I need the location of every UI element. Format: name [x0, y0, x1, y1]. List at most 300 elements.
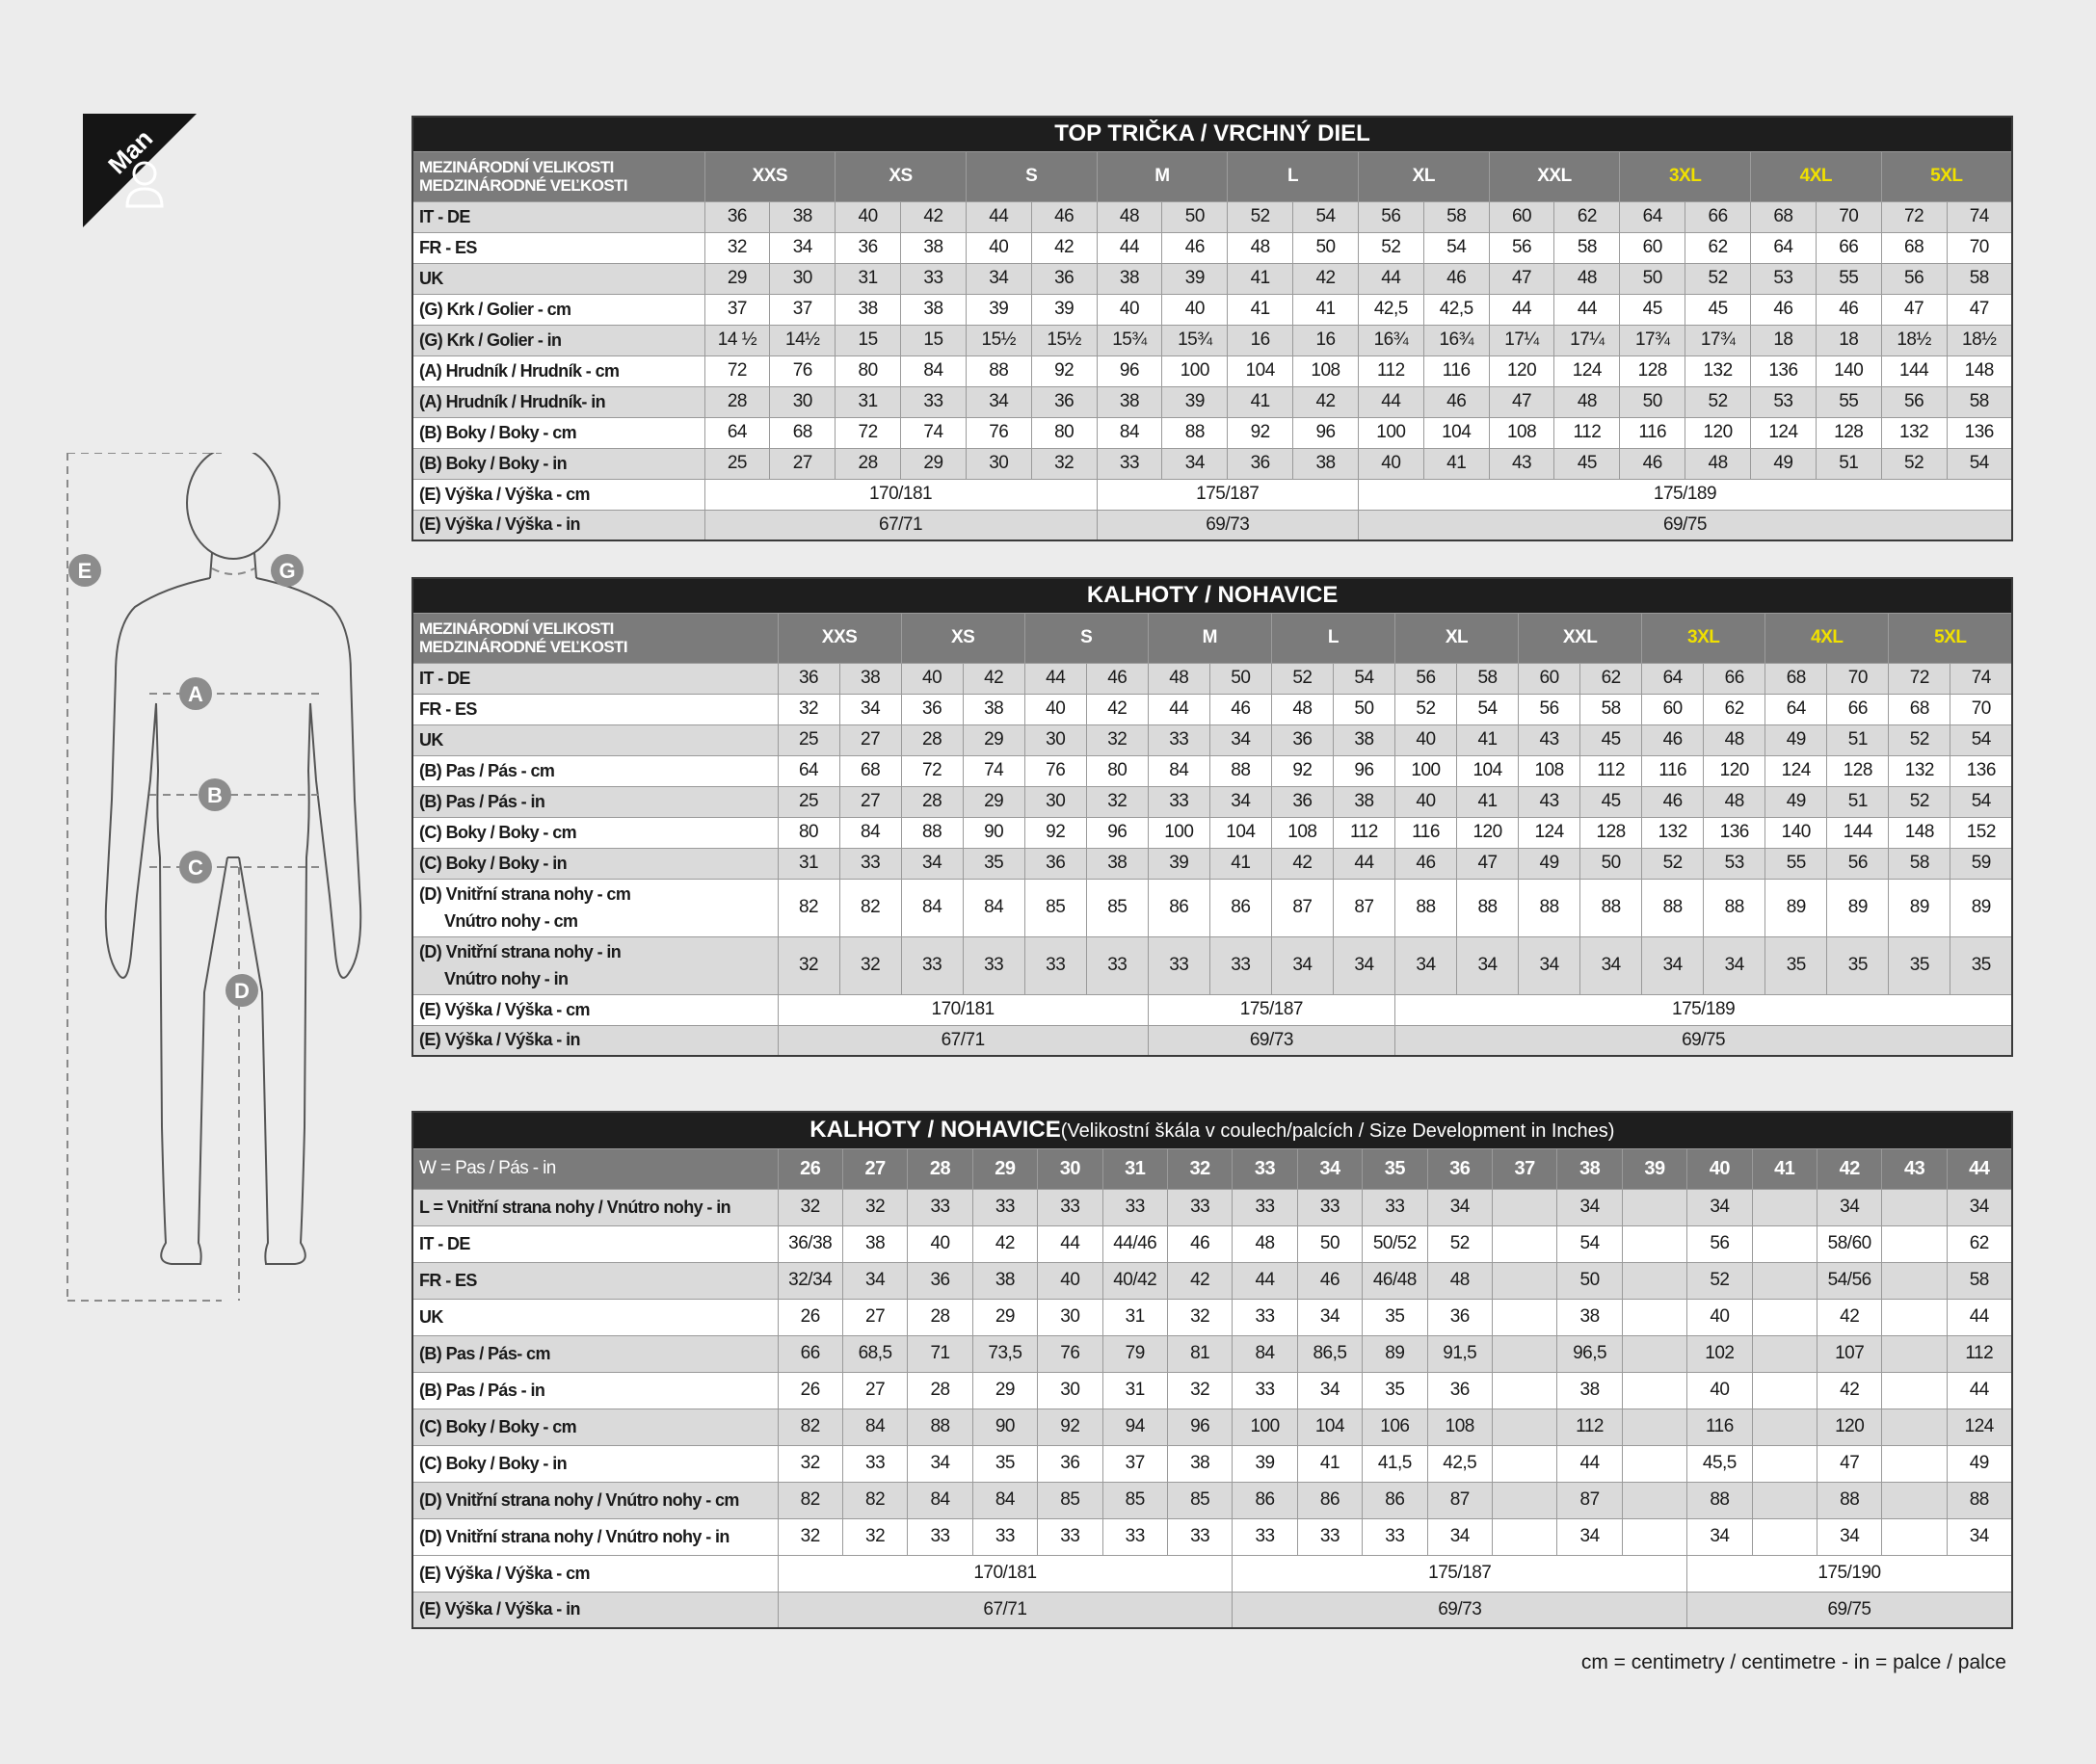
size-value: 38 [836, 294, 901, 325]
size-value [1882, 1482, 1947, 1518]
size-value: 34 [1947, 1518, 2011, 1555]
size-value: 76 [966, 417, 1031, 448]
size-value: 31 [778, 848, 839, 879]
size-value: 42 [1817, 1299, 1882, 1335]
size-value: 44 [1557, 1445, 1622, 1482]
header-label-line: MEDZINÁRODNÉ VEĽKOSTI [419, 638, 627, 656]
size-value: 85 [1086, 879, 1148, 936]
size-value: 52 [1889, 786, 1950, 817]
size-value: 53 [1751, 386, 1817, 417]
size-value: 33 [1102, 1518, 1167, 1555]
size-value: 33 [1233, 1189, 1297, 1225]
size-value: 35 [1363, 1299, 1427, 1335]
size-value: 35 [1950, 936, 2012, 994]
size-value: 26 [778, 1372, 842, 1409]
size-value: 33 [1167, 1518, 1232, 1555]
size-value: 86 [1297, 1482, 1362, 1518]
header-label-line: MEDZINÁRODNÉ VEĽKOSTI [419, 176, 627, 195]
height-group-value: 175/187 [1148, 994, 1394, 1025]
size-value: 116 [1642, 755, 1704, 786]
size-value: 51 [1827, 786, 1889, 817]
size-value: 46 [1086, 663, 1148, 694]
size-value: 89 [1889, 879, 1950, 936]
size-value: 124 [1765, 755, 1827, 786]
size-value: 152 [1950, 817, 2012, 848]
size-value: 84 [1148, 755, 1209, 786]
size-value: 100 [1358, 417, 1423, 448]
size-value: 46 [1816, 294, 1881, 325]
size-value: 30 [1038, 1299, 1102, 1335]
size-value [1752, 1335, 1817, 1372]
size-header: M [1148, 613, 1271, 663]
size-value: 38 [1333, 786, 1394, 817]
waist-size-header: 39 [1622, 1148, 1686, 1189]
size-value [1492, 1225, 1556, 1262]
size-value: 34 [1519, 936, 1580, 994]
size-value: 44 [1358, 386, 1423, 417]
size-value: 31 [1102, 1299, 1167, 1335]
size-value: 46 [1620, 448, 1685, 479]
table-title-row [412, 578, 2012, 613]
size-value: 85 [1038, 1482, 1102, 1518]
size-value: 42,5 [1358, 294, 1423, 325]
size-value: 18 [1816, 325, 1881, 355]
size-value [1492, 1335, 1556, 1372]
size-value: 86 [1209, 879, 1271, 936]
size-value: 36 [1024, 848, 1086, 879]
size-value: 88 [908, 1409, 972, 1445]
size-value: 29 [963, 724, 1024, 755]
size-value: 36 [778, 663, 839, 694]
size-value: 25 [778, 786, 839, 817]
row-label: (G) Krk / Golier - in [412, 325, 704, 355]
size-value: 36 [836, 232, 901, 263]
size-value [1492, 1262, 1556, 1299]
size-value: 48 [1427, 1262, 1492, 1299]
size-value: 46 [1209, 694, 1271, 724]
table-row [412, 201, 2012, 232]
size-value: 34 [1557, 1518, 1622, 1555]
table-row [412, 1025, 2012, 1056]
size-value: 33 [1233, 1372, 1297, 1409]
size-value: 46 [1423, 263, 1489, 294]
size-value: 54 [1457, 694, 1519, 724]
size-value: 29 [963, 786, 1024, 817]
size-value: 33 [908, 1518, 972, 1555]
size-value: 33 [908, 1189, 972, 1225]
size-value: 84 [972, 1482, 1037, 1518]
size-value: 86 [1363, 1482, 1427, 1518]
size-value: 28 [704, 386, 770, 417]
row-label: UK [412, 724, 778, 755]
size-value: 84 [842, 1409, 907, 1445]
table-title-text: KALHOTY / NOHAVICE [809, 1117, 1061, 1144]
row-label: (E) Výška / Výška - in [412, 1592, 778, 1628]
size-value: 28 [836, 448, 901, 479]
table-row [412, 479, 2012, 510]
size-value: 72 [1889, 663, 1950, 694]
size-value: 74 [1947, 201, 2012, 232]
row-label: FR - ES [412, 232, 704, 263]
size-header: XS [901, 613, 1024, 663]
size-value: 92 [1038, 1409, 1102, 1445]
size-value: 58 [1457, 663, 1519, 694]
size-value: 41 [1423, 448, 1489, 479]
size-value [1752, 1445, 1817, 1482]
height-group-value: 69/75 [1687, 1592, 2012, 1628]
size-value: 100 [1162, 355, 1228, 386]
size-value [1752, 1409, 1817, 1445]
size-value: 87 [1271, 879, 1333, 936]
size-value: 33 [1148, 936, 1209, 994]
size-value: 42 [1293, 386, 1359, 417]
size-value: 108 [1293, 355, 1359, 386]
size-value: 52 [1271, 663, 1333, 694]
size-value: 17¾ [1620, 325, 1685, 355]
row-label: FR - ES [412, 1262, 778, 1299]
table-row [412, 1445, 2012, 1482]
size-value: 116 [1620, 417, 1685, 448]
table-row [412, 694, 2012, 724]
size-value: 36 [908, 1262, 972, 1299]
size-value: 54 [1557, 1225, 1622, 1262]
size-value: 74 [963, 755, 1024, 786]
size-header: M [1097, 151, 1228, 201]
table-row [412, 1482, 2012, 1518]
size-value: 43 [1489, 448, 1554, 479]
size-value: 34 [966, 263, 1031, 294]
size-value: 38 [901, 232, 967, 263]
height-group-value: 69/73 [1097, 510, 1358, 540]
size-value: 120 [1489, 355, 1554, 386]
size-value: 34 [1457, 936, 1519, 994]
size-value: 51 [1827, 724, 1889, 755]
size-value: 104 [1228, 355, 1293, 386]
size-value: 34 [1271, 936, 1333, 994]
size-value: 104 [1209, 817, 1271, 848]
marker-b-label: B [207, 783, 223, 807]
row-label: L = Vnitřní strana nohy / Vnútro nohy - in [412, 1189, 778, 1225]
size-value: 32 [778, 1189, 842, 1225]
row-label: (C) Boky / Boky - in [412, 1445, 778, 1482]
size-value: 50/52 [1363, 1225, 1427, 1262]
size-value: 46 [1642, 724, 1704, 755]
size-value: 140 [1816, 355, 1881, 386]
size-value: 47 [1489, 386, 1554, 417]
size-value: 47 [1947, 294, 2012, 325]
size-value: 32 [1167, 1372, 1232, 1409]
size-value: 96 [1097, 355, 1162, 386]
size-value [1882, 1299, 1947, 1335]
table-row [412, 1592, 2012, 1628]
size-value [1622, 1299, 1686, 1335]
table-row [412, 663, 2012, 694]
size-value: 112 [1557, 1409, 1622, 1445]
size-header: XL [1358, 151, 1489, 201]
marker-d-label: D [234, 979, 250, 1003]
top-size-table [411, 116, 2013, 541]
row-label-line: (D) Vnitřní strana nohy - cm [419, 884, 631, 904]
size-value: 88 [1394, 879, 1456, 936]
height-group-value: 67/71 [704, 510, 1097, 540]
size-value: 87 [1333, 879, 1394, 936]
size-value: 27 [842, 1372, 907, 1409]
height-group-value: 175/190 [1687, 1555, 2012, 1592]
size-value: 128 [1816, 417, 1881, 448]
size-value: 33 [963, 936, 1024, 994]
size-value: 53 [1751, 263, 1817, 294]
size-value: 52 [1889, 724, 1950, 755]
size-value: 40 [1358, 448, 1423, 479]
size-value: 120 [1457, 817, 1519, 848]
size-value [1752, 1189, 1817, 1225]
table-row [412, 1262, 2012, 1299]
size-value: 56 [1881, 386, 1947, 417]
size-value: 56 [1881, 263, 1947, 294]
size-value: 38 [1557, 1372, 1622, 1409]
size-value: 50 [1557, 1262, 1622, 1299]
marker-a-label: A [188, 682, 203, 706]
size-value: 33 [1148, 724, 1209, 755]
size-value: 112 [1358, 355, 1423, 386]
size-value: 38 [1097, 386, 1162, 417]
size-value: 56 [1519, 694, 1580, 724]
size-value: 124 [1947, 1409, 2011, 1445]
height-group-value: 175/189 [1358, 479, 2012, 510]
row-label: (E) Výška / Výška - in [412, 1025, 778, 1056]
size-value: 88 [901, 817, 963, 848]
size-value: 52 [1685, 263, 1751, 294]
size-value: 88 [1704, 879, 1765, 936]
size-value: 42 [901, 201, 967, 232]
size-value: 84 [908, 1482, 972, 1518]
size-value: 44 [1024, 663, 1086, 694]
row-label: (B) Boky / Boky - cm [412, 417, 704, 448]
size-value: 18½ [1881, 325, 1947, 355]
table-row [412, 1555, 2012, 1592]
size-value: 82 [778, 1409, 842, 1445]
body-measurement-figure [58, 453, 385, 1310]
size-value: 66 [1704, 663, 1765, 694]
size-value: 124 [1519, 817, 1580, 848]
size-value: 50 [1333, 694, 1394, 724]
marker-c-label: C [188, 856, 203, 880]
size-value: 62 [1947, 1225, 2011, 1262]
size-value: 38 [1167, 1445, 1232, 1482]
size-value: 17¼ [1554, 325, 1620, 355]
size-value: 48 [1554, 386, 1620, 417]
size-value [1882, 1189, 1947, 1225]
size-value: 72 [836, 417, 901, 448]
size-value: 68 [1889, 694, 1950, 724]
size-value: 58/60 [1817, 1225, 1882, 1262]
size-value [1752, 1225, 1817, 1262]
row-label-line: Vnútro nohy - in [444, 969, 569, 988]
size-value: 84 [901, 879, 963, 936]
size-value: 60 [1620, 232, 1685, 263]
size-value: 64 [1642, 663, 1704, 694]
size-value: 38 [1557, 1299, 1622, 1335]
size-value: 108 [1489, 417, 1554, 448]
size-value: 34 [1162, 448, 1228, 479]
size-value: 44 [1097, 232, 1162, 263]
size-value: 37 [1102, 1445, 1167, 1482]
height-group-value: 69/75 [1358, 510, 2012, 540]
size-value: 88 [966, 355, 1031, 386]
size-value: 116 [1423, 355, 1489, 386]
size-value: 68 [1765, 663, 1827, 694]
size-value: 55 [1765, 848, 1827, 879]
height-group-value: 69/73 [1148, 1025, 1394, 1056]
marker-g-label: G [279, 559, 296, 583]
size-value: 52 [1394, 694, 1456, 724]
size-value: 14½ [770, 325, 836, 355]
size-value: 128 [1580, 817, 1642, 848]
size-value: 51 [1816, 448, 1881, 479]
size-value: 40 [901, 663, 963, 694]
row-label: (A) Hrudník / Hrudník - cm [412, 355, 704, 386]
size-value: 44 [1233, 1262, 1297, 1299]
size-value: 36 [1271, 786, 1333, 817]
size-value: 59 [1950, 848, 2012, 879]
size-value: 136 [1947, 417, 2012, 448]
size-value: 29 [972, 1299, 1037, 1335]
size-value: 68 [1881, 232, 1947, 263]
size-value: 41 [1228, 294, 1293, 325]
size-value: 41 [1228, 386, 1293, 417]
size-value: 89 [1950, 879, 2012, 936]
waist-size-header: 28 [908, 1148, 972, 1189]
size-value: 70 [1827, 663, 1889, 694]
height-group-value: 170/181 [704, 479, 1097, 510]
size-value: 68 [839, 755, 901, 786]
size-value [1752, 1299, 1817, 1335]
size-value [1882, 1409, 1947, 1445]
table-header-row [412, 613, 2012, 663]
size-value: 32 [842, 1518, 907, 1555]
size-value: 40 [1024, 694, 1086, 724]
size-value: 34 [1642, 936, 1704, 994]
size-value: 54 [1950, 786, 2012, 817]
size-value: 28 [908, 1372, 972, 1409]
size-value: 50 [1209, 663, 1271, 694]
size-value: 34 [1580, 936, 1642, 994]
size-value: 41 [1457, 724, 1519, 755]
waist-size-header: 34 [1297, 1148, 1362, 1189]
size-value: 46/48 [1363, 1262, 1427, 1299]
size-value: 88 [1162, 417, 1228, 448]
size-value: 39 [1031, 294, 1097, 325]
size-value [1492, 1482, 1556, 1518]
size-value: 34 [1297, 1299, 1362, 1335]
size-value: 47 [1817, 1445, 1882, 1482]
table-row [412, 879, 2012, 936]
size-value: 36 [1271, 724, 1333, 755]
size-value: 70 [1950, 694, 2012, 724]
height-group-value: 67/71 [778, 1025, 1148, 1056]
size-value: 18 [1751, 325, 1817, 355]
pants-size-table [411, 577, 2013, 1057]
size-value: 34 [842, 1262, 907, 1299]
size-value: 35 [972, 1445, 1037, 1482]
size-value: 108 [1271, 817, 1333, 848]
size-value: 44 [1947, 1372, 2011, 1409]
size-value: 82 [778, 1482, 842, 1518]
row-label: (C) Boky / Boky - cm [412, 817, 778, 848]
size-value: 39 [1148, 848, 1209, 879]
size-value: 28 [901, 786, 963, 817]
row-label: (E) Výška / Výška - cm [412, 994, 778, 1025]
size-value: 96 [1333, 755, 1394, 786]
size-value: 30 [1024, 724, 1086, 755]
size-value: 33 [901, 263, 967, 294]
size-value [1492, 1409, 1556, 1445]
waist-size-header: 26 [778, 1148, 842, 1189]
size-value: 35 [963, 848, 1024, 879]
size-value: 35 [1363, 1372, 1427, 1409]
size-value: 107 [1817, 1335, 1882, 1372]
size-value: 38 [963, 694, 1024, 724]
size-value: 86,5 [1297, 1335, 1362, 1372]
size-value: 17¾ [1685, 325, 1751, 355]
size-value: 38 [842, 1225, 907, 1262]
size-value: 52 [1358, 232, 1423, 263]
header-label [412, 613, 778, 663]
size-value: 33 [1363, 1518, 1427, 1555]
size-value [1492, 1299, 1556, 1335]
size-value: 34 [1704, 936, 1765, 994]
size-value: 31 [836, 386, 901, 417]
waist-size-header: 35 [1363, 1148, 1427, 1189]
size-value: 50 [1162, 201, 1228, 232]
size-value: 132 [1685, 355, 1751, 386]
size-value: 38 [1097, 263, 1162, 294]
size-value: 43 [1519, 724, 1580, 755]
row-label: (E) Výška / Výška - cm [412, 479, 704, 510]
size-value: 26 [778, 1299, 842, 1335]
size-value: 25 [704, 448, 770, 479]
size-value: 42 [1817, 1372, 1882, 1409]
size-value: 62 [1554, 201, 1620, 232]
height-group-value: 67/71 [778, 1592, 1233, 1628]
waist-size-header: 30 [1038, 1148, 1102, 1189]
table-row [412, 1372, 2012, 1409]
size-value: 96 [1167, 1409, 1232, 1445]
size-value: 54/56 [1817, 1262, 1882, 1299]
size-value: 44 [1554, 294, 1620, 325]
size-value: 88 [1642, 879, 1704, 936]
size-value [1622, 1225, 1686, 1262]
header-label: W = Pas / Pás - in [412, 1148, 778, 1189]
table-row [412, 1299, 2012, 1335]
size-value: 80 [1031, 417, 1097, 448]
size-value: 48 [1554, 263, 1620, 294]
size-value: 66 [1685, 201, 1751, 232]
size-value: 40/42 [1102, 1262, 1167, 1299]
size-header: 5XL [1889, 613, 2012, 663]
size-value: 44 [1358, 263, 1423, 294]
size-value: 72 [901, 755, 963, 786]
header-label-line: MEZINÁRODNÍ VELIKOSTI [419, 158, 614, 176]
size-value: 30 [1038, 1372, 1102, 1409]
height-group-value: 175/187 [1097, 479, 1358, 510]
row-label: (B) Pas / Pás - cm [412, 755, 778, 786]
size-value: 74 [901, 417, 967, 448]
size-value: 48 [1271, 694, 1333, 724]
size-value: 34 [839, 694, 901, 724]
row-label: (B) Pas / Pás - in [412, 1372, 778, 1409]
size-value: 37 [704, 294, 770, 325]
